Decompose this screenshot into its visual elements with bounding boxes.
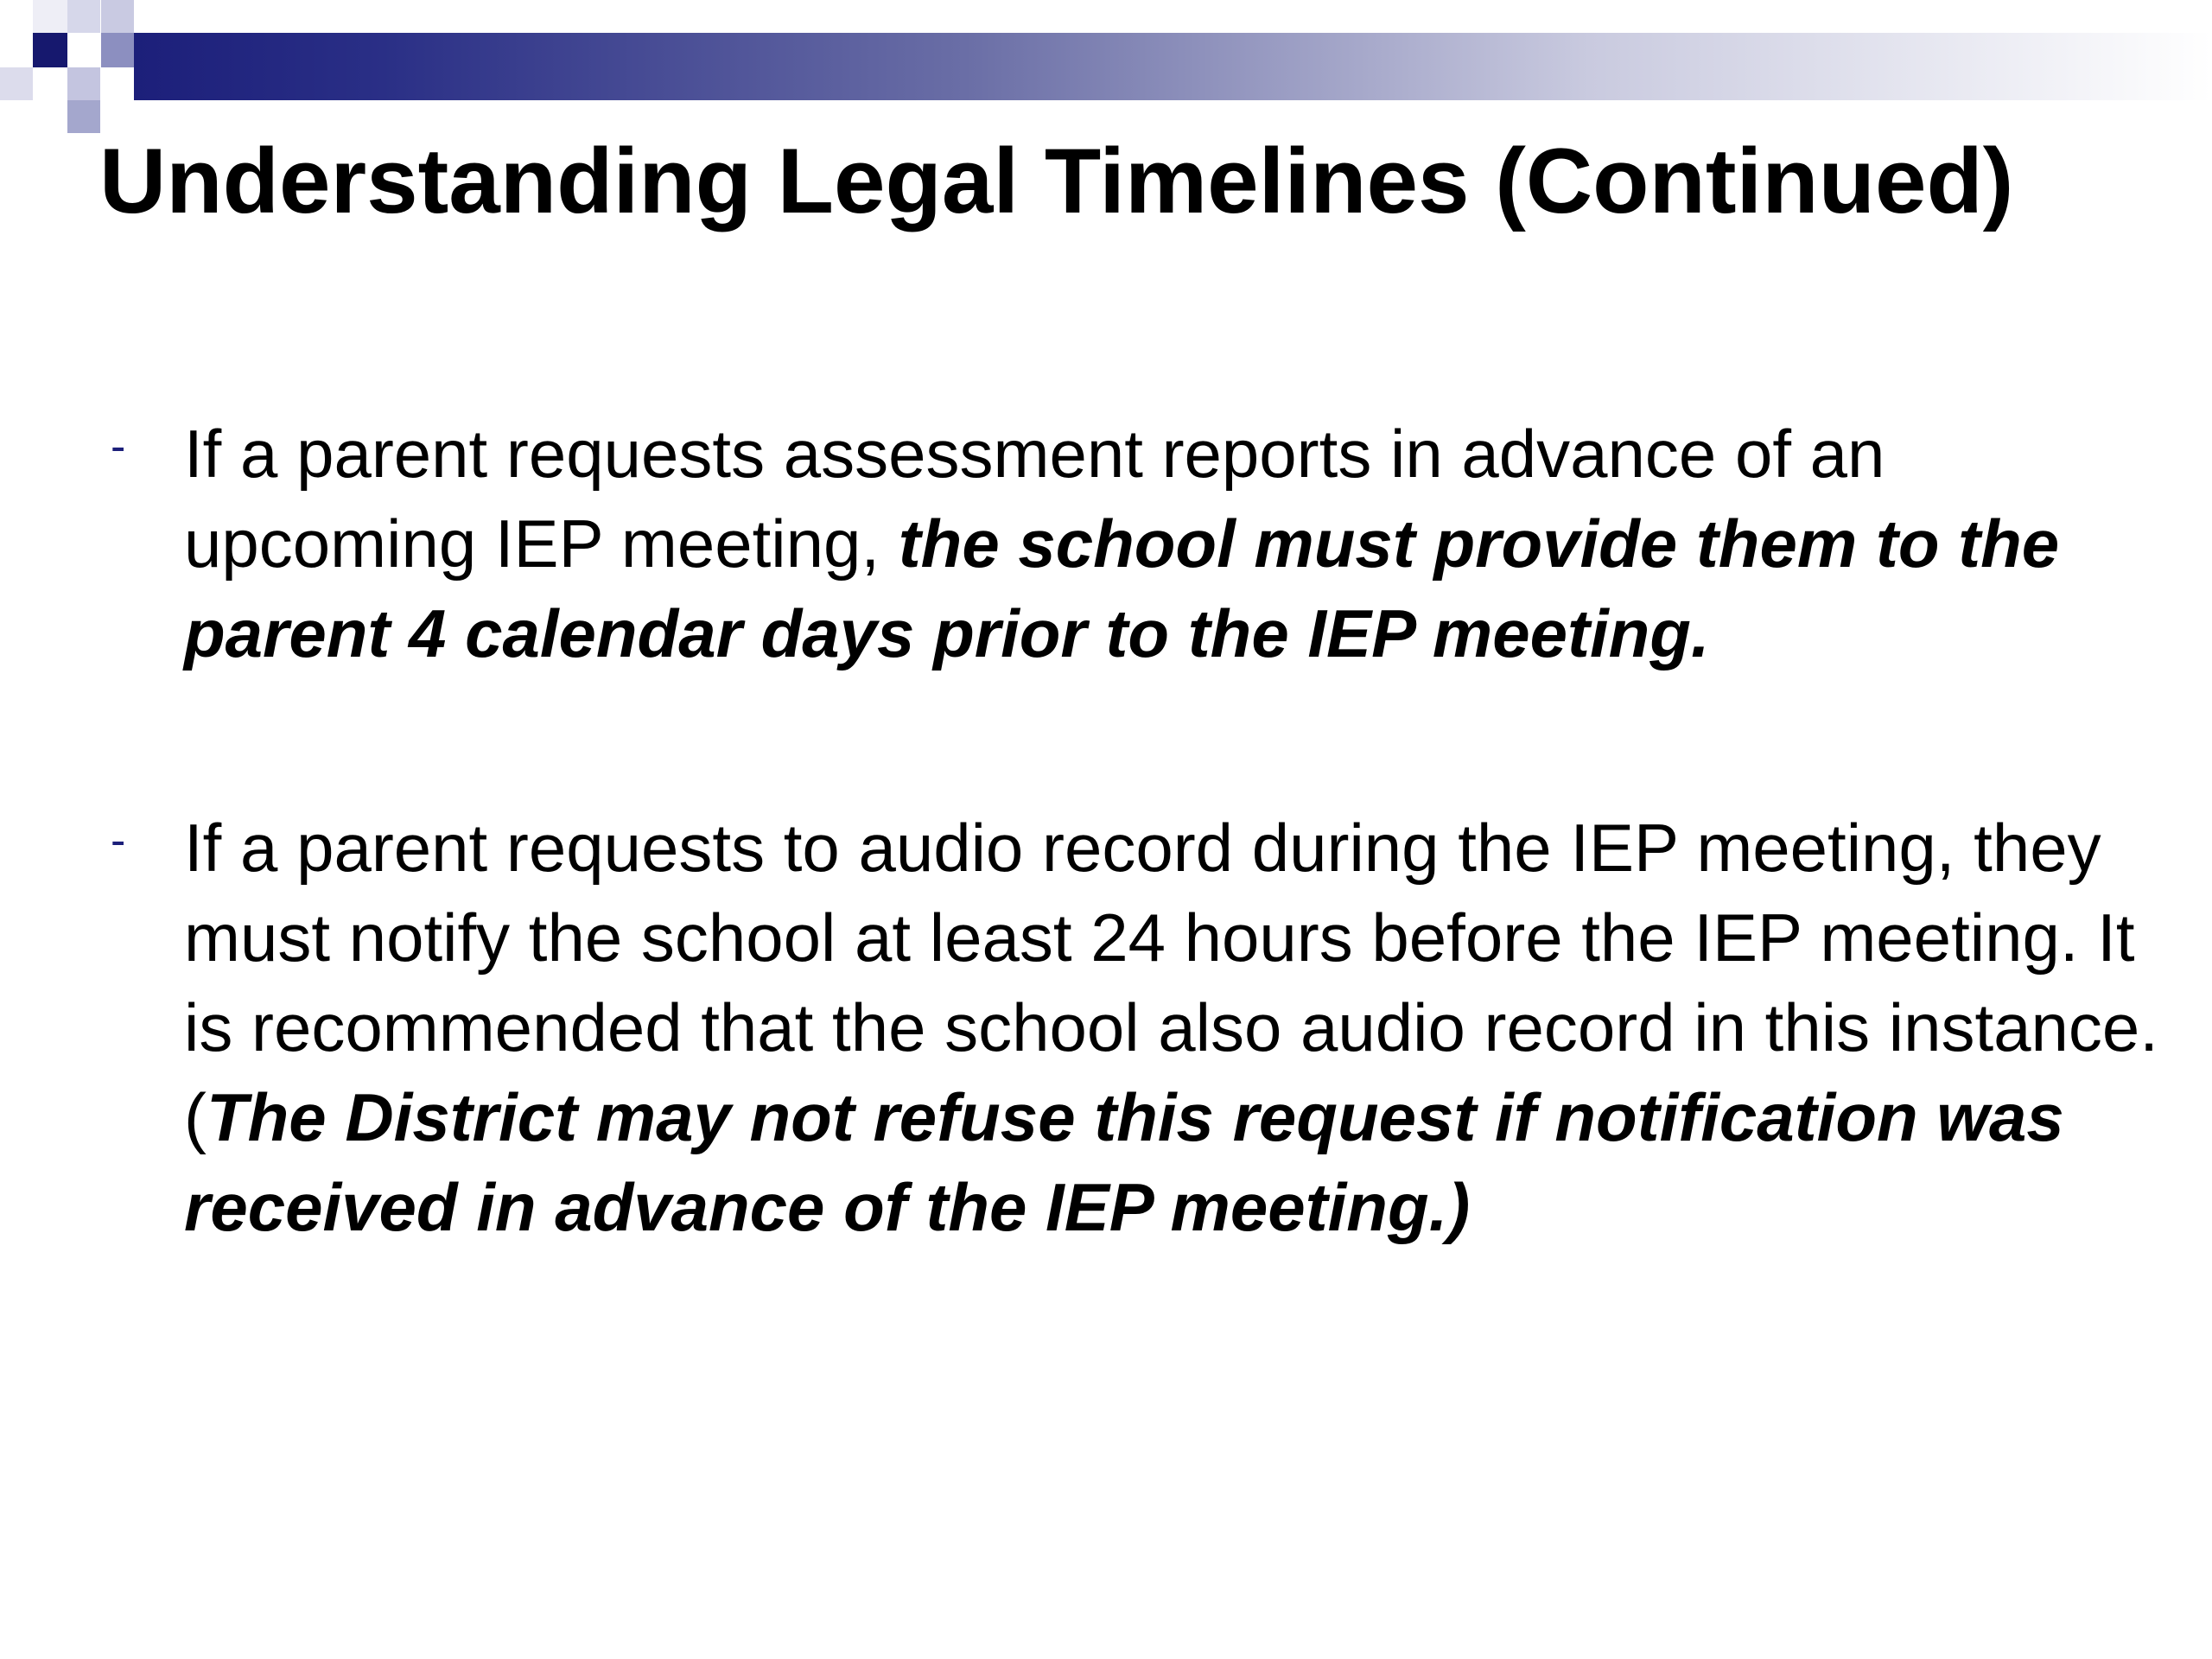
bullet-dash-icon: - (111, 816, 126, 866)
decorative-square (0, 67, 33, 100)
bullet-text: If a parent requests assessment reports in advance of an upcoming IEP meeting, (184, 416, 1885, 582)
decorative-square (101, 0, 134, 33)
bullet-dash-icon: - (111, 422, 126, 472)
decorative-square (67, 100, 100, 133)
decorative-square (33, 0, 67, 33)
bullet-text: If a parent requests to audio record during the IEP meeting, they must notify the school at least 24 hours before the IEP meeting. It is recommended that the school also audio record in this instance. ( (184, 810, 2158, 1155)
decorative-square (67, 67, 100, 100)
bullet-item-assessment-reports (111, 409, 2167, 678)
header-gradient-band (134, 33, 2212, 100)
decorative-square (101, 33, 134, 67)
decorative-square (33, 33, 67, 67)
bullet-emphasis-text: the school must provide them to the parent 4 calendar days prior to the IEP meeting. (184, 505, 2060, 671)
bullet-emphasis-text: The District may not refuse this request if notification was received in advance of the IEP meeting.) (184, 1079, 2064, 1245)
bullet-item-audio-record (111, 803, 2167, 1252)
bullet-list (111, 409, 2167, 1252)
slide-title: Understanding Legal Timelines (Continued) (99, 129, 2014, 232)
decorative-square (67, 0, 100, 33)
